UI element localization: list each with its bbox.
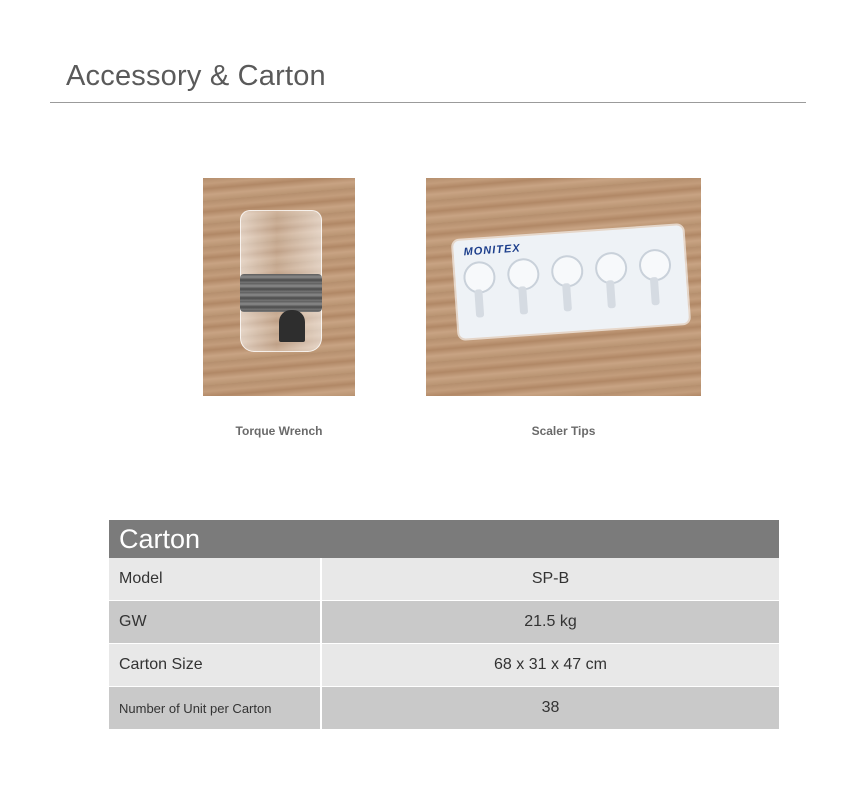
row-label-carton-size: Carton Size (109, 644, 321, 687)
tip-slot-stem (474, 289, 484, 317)
wrench-metal-band (240, 274, 322, 312)
tip-slot-stem (650, 277, 660, 305)
wrench-notch (279, 310, 305, 342)
row-value-units-per-carton: 38 (321, 687, 779, 730)
tip-slot-stem (606, 280, 616, 308)
tray-logo: MONITEX (463, 242, 522, 259)
carton-spec-table (109, 520, 779, 730)
row-label-model: Model (109, 558, 321, 601)
row-value-carton-size: 68 x 31 x 47 cm (321, 644, 779, 687)
carton-table-heading: Carton (109, 520, 779, 558)
row-value-gw: 21.5 kg (321, 601, 779, 644)
row-label-gw: GW (109, 601, 321, 644)
scaler-tips-tray (453, 225, 689, 339)
table-row (109, 644, 779, 687)
page-title: Accessory & Carton (66, 60, 326, 92)
table-row (109, 601, 779, 644)
table-row (109, 558, 779, 601)
torque-wrench-caption: Torque Wrench (235, 424, 323, 438)
scaler-tips-caption: Scaler Tips (531, 424, 596, 438)
tip-slot-stem (562, 283, 572, 311)
row-label-units-per-carton: Number of Unit per Carton (109, 687, 321, 730)
tip-slot-stem (518, 286, 528, 314)
scaler-tips-photo (426, 178, 701, 396)
row-value-model: SP-B (321, 558, 779, 601)
title-divider (50, 102, 806, 103)
torque-wrench-photo (203, 178, 355, 396)
table-row (109, 687, 779, 730)
